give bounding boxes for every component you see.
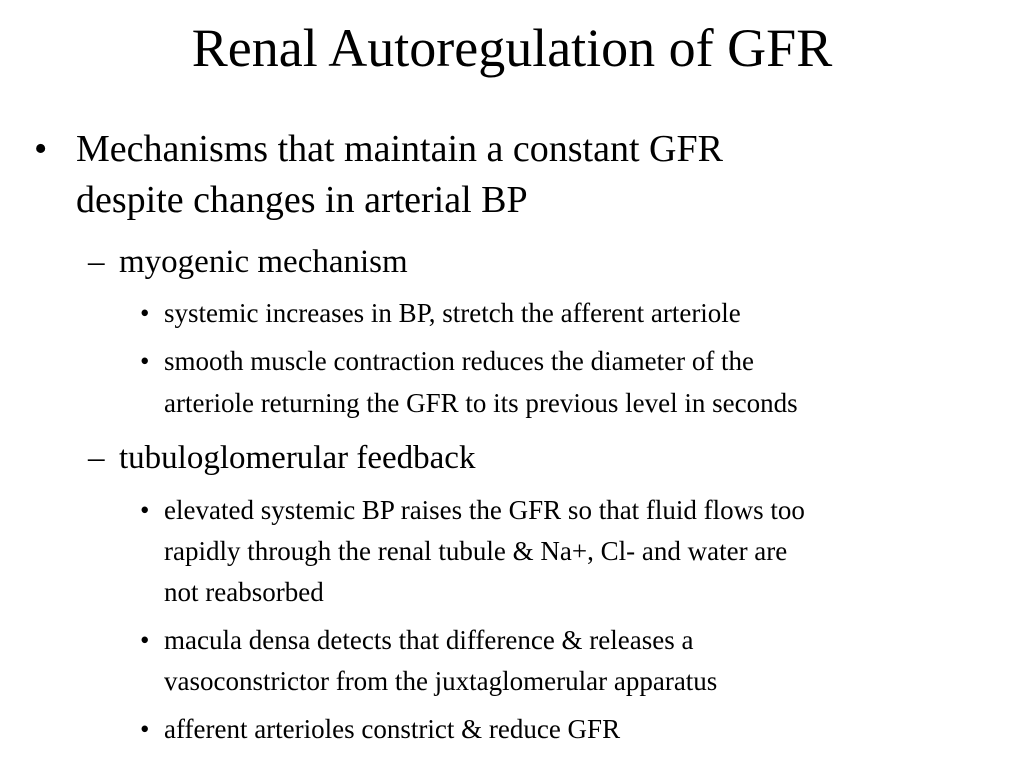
bullet-marker: •	[140, 714, 150, 744]
subheading-label: tubuloglomerular feedback	[119, 440, 476, 476]
bullet-marker: •	[140, 346, 150, 376]
list-item-text: smooth muscle contraction reduces the diameter of the	[164, 346, 755, 376]
list-item-text: systemic increases in BP, stretch the afferent arteriole	[164, 298, 741, 328]
list-item-text: vasoconstrictor from the juxtaglomerular apparatus	[164, 666, 718, 696]
subheading-label: myogenic mechanism	[119, 244, 408, 280]
list-item-text: arteriole returning the GFR to its previous level in seconds	[164, 388, 798, 418]
list-item-text: macula densa detects that difference & releases a	[164, 625, 694, 655]
dash-marker: –	[88, 244, 105, 280]
bullet-marker: •	[140, 298, 150, 328]
bullet-marker: •	[140, 495, 150, 525]
list-item-text: elevated systemic BP raises the GFR so that fluid flows too	[164, 495, 805, 525]
list-item-text: rapidly through the renal tubule & Na+, Cl- and water are	[164, 536, 788, 566]
bullet-text-line: despite changes in arterial BP	[76, 179, 528, 221]
list-item-text: not reabsorbed	[164, 577, 324, 607]
dash-marker: –	[88, 440, 105, 476]
list-item-text: afferent arterioles constrict & reduce GFR	[164, 714, 621, 744]
bullet-marker: •	[34, 128, 48, 170]
bullet-marker: •	[140, 625, 150, 655]
slide-title: Renal Autoregulation of GFR	[191, 18, 833, 78]
bullet-text-line: Mechanisms that maintain a constant GFR	[76, 128, 723, 170]
